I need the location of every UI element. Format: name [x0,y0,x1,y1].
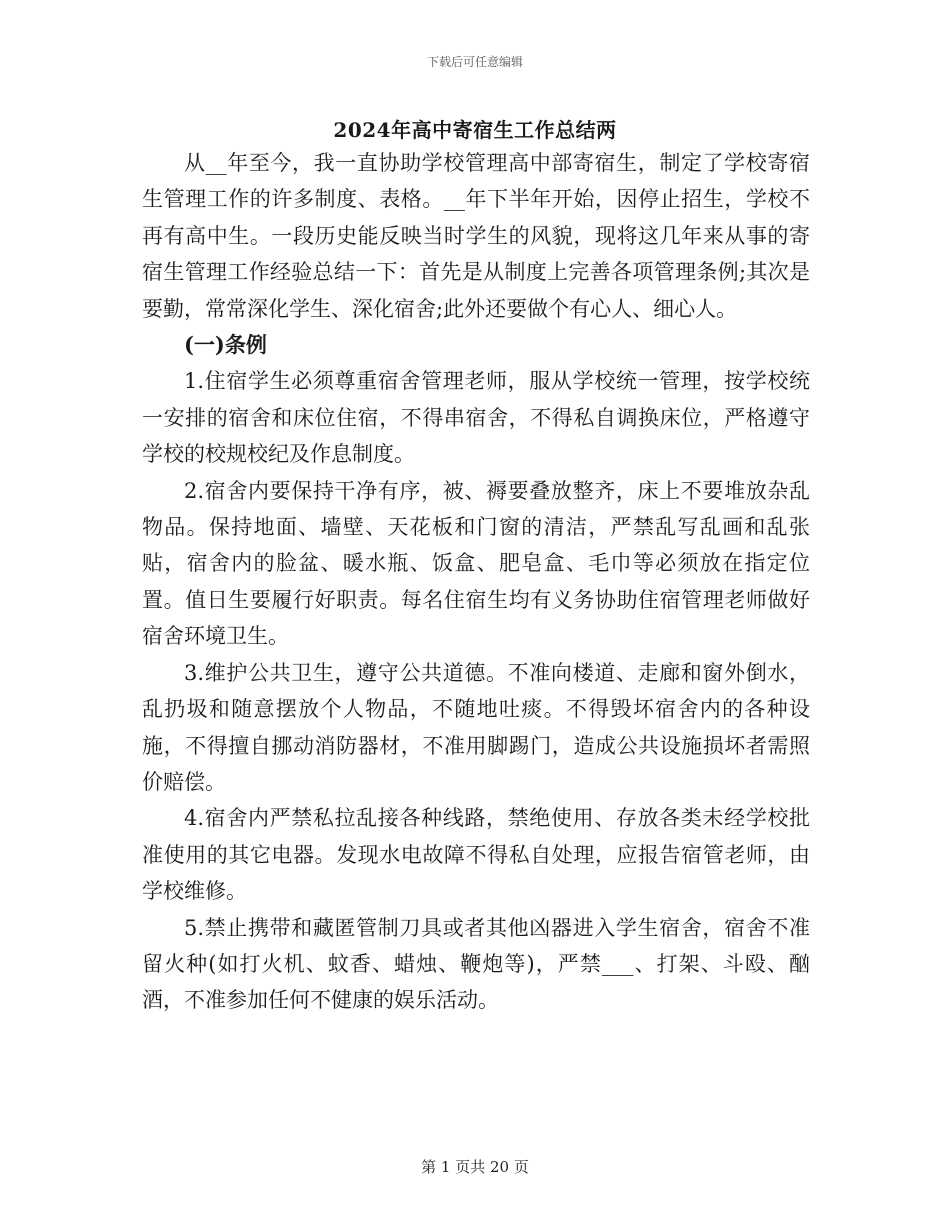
section-heading-regulations: (一)条例 [184,332,267,358]
page-number-footer: 第 1 页共 20 页 [421,1158,529,1176]
regulation-item-1: 1.住宿学生必须尊重宿舍管理老师，服从学校统一管理，按学校统一安排的宿舍和床位住宿，不得串宿舍，不得私自调换床位，严格遵守学校的校规校纪及作息制度。 [142,369,810,467]
intro-paragraph: 从__年至今，我一直协助学校管理高中部寄宿生，制定了学校寄宿生管理工作的许多制度、表格。__年下半年开始，因停止招生，学校不再有高中生。一段历史能反映当时学生的风貌，现将这几年来从事的寄宿生管理工作经验总结一下：首先是从制度上完善各项管理条例;其次是要勤，常常深化学生、深化宿舍;此外还要做个有心人、细心人。 [142,151,810,321]
regulation-item-4: 4.宿舍内严禁私拉乱接各种线路，禁绝使用、存放各类未经学校批准使用的其它电器。发现水电故障不得私自处理，应报告宿管老师，由学校维修。 [142,806,810,904]
document-body [142,145,810,1019]
regulation-item-2: 2.宿舍内要保持干净有序，被、褥要叠放整齐，床上不要堆放杂乱物品。保持地面、墙壁、天花板和门窗的清洁，严禁乱写乱画和乱张贴，宿舍内的脸盆、暖水瓶、饭盒、肥皂盒、毛巾等必须放在指定位置。值日生要履行好职责。每名住宿生均有义务协助住宿管理老师做好宿舍环境卫生。 [142,478,810,649]
header-note: 下载后可任意编辑 [426,55,523,69]
regulation-item-3: 3.维护公共卫生，遵守公共道德。不准向楼道、走廊和窗外倒水，乱扔圾和随意摆放个人物品，不随地吐痰。不得毁坏宿舍内的各种设施，不得擅自挪动消防器材，不准用脚踢门，造成公共设施损坏者需照价赔偿。 [142,660,810,794]
document-title: 2024年高中寄宿生工作总结两 [333,118,617,142]
regulation-item-5: 5.禁止携带和藏匿管制刀具或者其他凶器进入学生宿舍，宿舍不准留火种(如打火机、蚊香、蜡烛、鞭炮等)，严禁___、打架、斗殴、酗酒，不准参加任何不健康的娱乐活动。 [142,915,810,1013]
